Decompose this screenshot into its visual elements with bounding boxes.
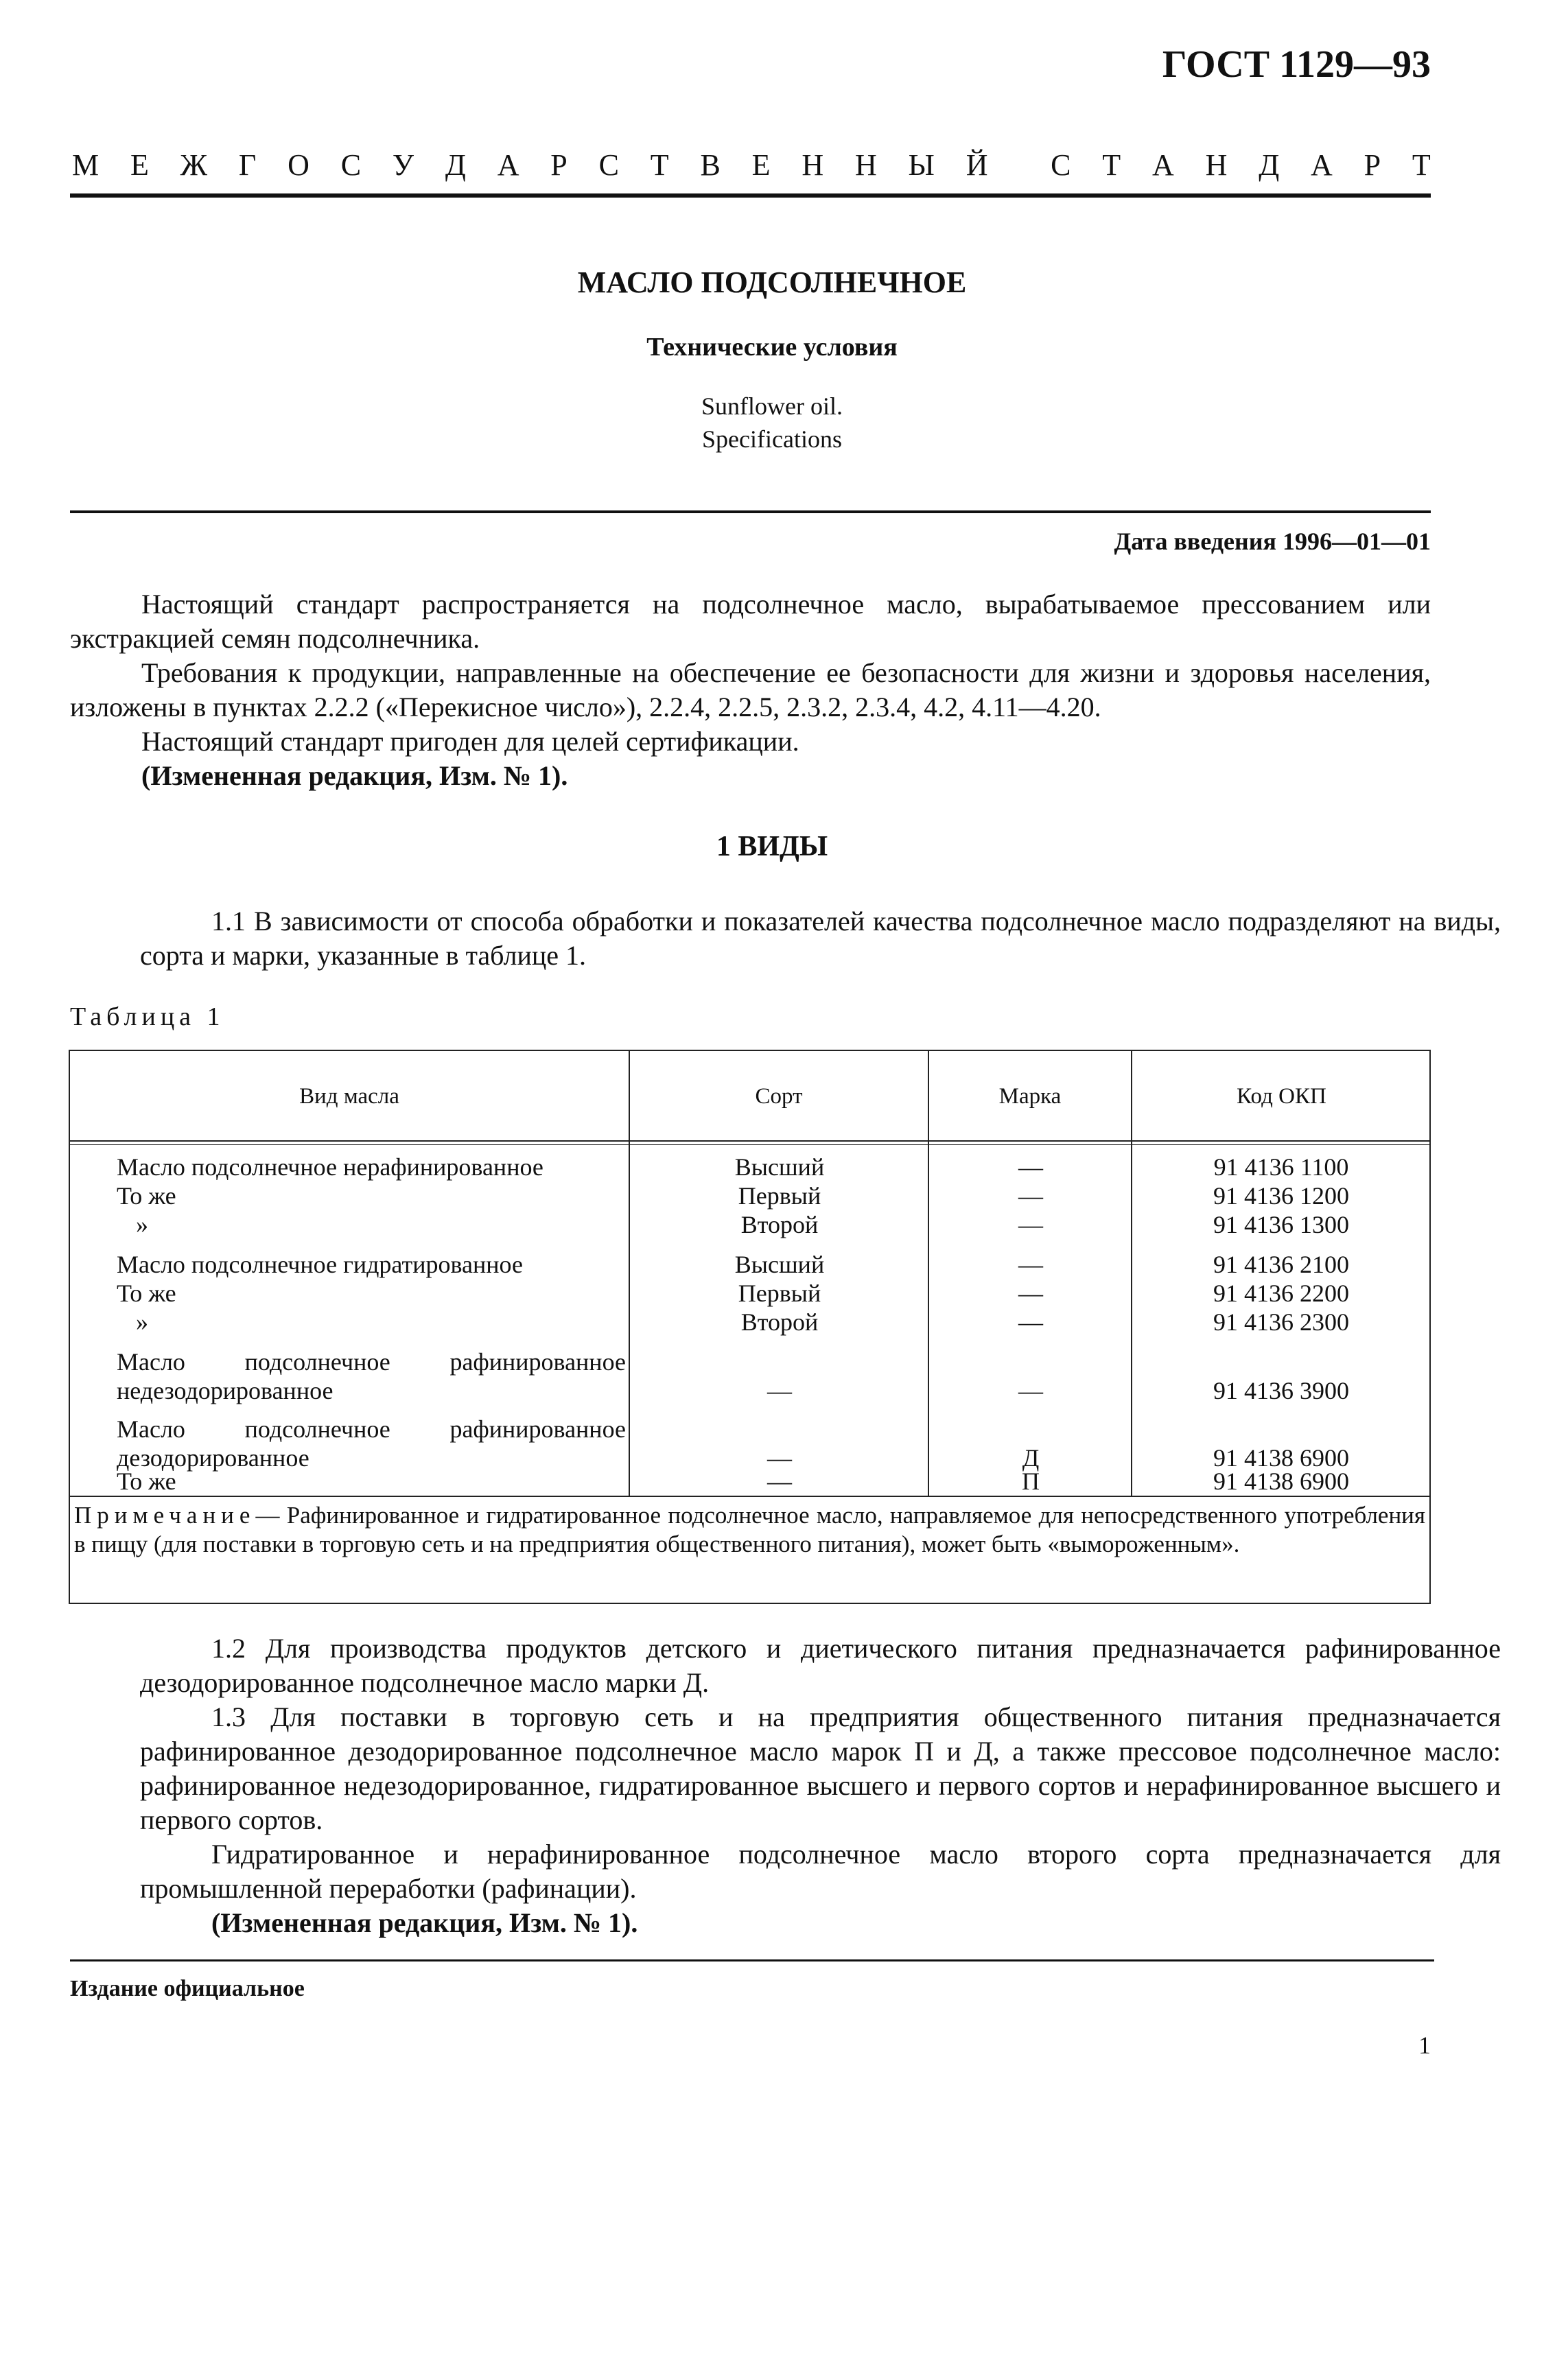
table-cell-code: 91 4136 3900 [1213, 1377, 1349, 1404]
amendment-note: (Измененная редакция, Изм. № 1). [141, 760, 568, 791]
table-cell-grade: — [767, 1377, 792, 1404]
page-number: 1 [1418, 2031, 1431, 2059]
table-cell-kind: Масло подсолнечное рафинированное недезодорированное [117, 1348, 626, 1404]
table-cell-code: 91 4136 2100 [1213, 1251, 1349, 1278]
table-cell-mark: — [1018, 1280, 1043, 1307]
table-header-kind: Вид масла [299, 1083, 399, 1109]
standard-letter: С [340, 148, 362, 182]
table-cell-kind: Масло подсолнечное рафинированное дезодорированное [117, 1415, 626, 1472]
table-cell-kind: То же [117, 1280, 176, 1307]
standard-letter: С [1051, 148, 1071, 182]
standard-letter: В [700, 148, 721, 182]
document-subtitle: Технические условия [646, 333, 898, 362]
official-edition-label: Издание официальное [70, 1976, 305, 2001]
english-title-line: Specifications [702, 425, 842, 453]
table-cell-kind: Масло подсолнечное гидратированное [117, 1251, 523, 1278]
introduction-date: Дата введения 1996—01—01 [1114, 528, 1431, 555]
standard-letter: Р [550, 148, 568, 182]
table-header-rule [70, 1144, 1429, 1145]
table-cell-grade: — [767, 1468, 792, 1495]
table-cell-kind: » [136, 1211, 148, 1238]
table-header-mark: Марка [998, 1083, 1062, 1109]
table-cell-code: 91 4136 1100 [1213, 1153, 1349, 1181]
table-cell-code: 91 4138 6900 [1213, 1468, 1349, 1495]
section-1-1 [0, 904, 1544, 973]
table-cell-grade: Высший [734, 1251, 825, 1278]
table-cell-grade: Первый [738, 1280, 821, 1307]
table-cell-code: 91 4136 2300 [1213, 1308, 1349, 1336]
standard-letter: Н [1205, 148, 1228, 182]
note-label: Примечание [74, 1502, 256, 1529]
table-cell-code: 91 4136 1300 [1213, 1211, 1349, 1238]
table-cell-kind: То же [117, 1182, 176, 1210]
table-cell-mark: Д [1022, 1444, 1040, 1472]
standard-letter: Д [445, 148, 466, 182]
standard-type-heading [72, 148, 1431, 182]
gost-number: ГОСТ 1129—93 [1162, 43, 1431, 86]
table-header-code: Код ОКП [1237, 1083, 1326, 1109]
table-cell-grade: Второй [740, 1308, 819, 1336]
standard-letter: О [288, 148, 309, 182]
intro-paragraph: Требования к продукции, направленные на обеспечение ее безопасности для жизни и здоровья населения, изложены в пунктах 2.2.2 («Перекисное число»), 2.2.4, 2.2.5, 2.3.2, 2.3.4, 4.2, 4.11—4.20. [70, 657, 1431, 722]
standard-letter: Т [1412, 148, 1431, 182]
table-caption: Таблица 1 [70, 1002, 225, 1031]
footer-rule [70, 1959, 1434, 1961]
clause-paragraph: Гидратированное и нерафинированное подсолнечное масло второго сорта предназначается для промышленной переработки (рафинации). [140, 1839, 1501, 1904]
table-cell-mark: — [1018, 1182, 1043, 1210]
table-1 [69, 1050, 1431, 1604]
standard-letter: А [497, 148, 519, 182]
standard-letter: Г [238, 148, 257, 182]
intro-paragraph: Настоящий стандарт распространяется на подсолнечное масло, вырабатываемое прессованием или экстракцией семян подсолнечника. [70, 589, 1431, 654]
table-cell-mark: П [1022, 1468, 1040, 1495]
amendment-note: (Измененная редакция, Изм. № 1). [211, 1907, 638, 1938]
standard-letter: Р [1364, 148, 1381, 182]
table-cell-grade: — [767, 1444, 792, 1472]
standard-letter: Т [1102, 148, 1121, 182]
title-rule [70, 510, 1431, 513]
table-cell-mark: — [1018, 1251, 1043, 1278]
standard-letter: М [72, 148, 100, 182]
standard-letter: Ы [908, 148, 935, 182]
note-text: — Рафинированное и гидратированное подсолнечное масло, направляемое для непосредственного употребления в пищу (для поставки в торговую сеть и на предприятия общественного питания), может быть «вымороженным». [74, 1502, 1425, 1557]
table-cell-mark: — [1018, 1153, 1043, 1181]
table-cell-grade: Первый [738, 1182, 821, 1210]
clause-1-1: 1.1 В зависимости от способа обработки и показателей качества подсолнечное масло подразделяют на виды, сорта и марки, указанные в таблице 1. [140, 906, 1501, 971]
standard-letter: Т [650, 148, 669, 182]
standard-letter: Й [966, 148, 988, 182]
table-cell-grade: Высший [734, 1153, 825, 1181]
english-title-line: Sunflower oil. [701, 392, 843, 420]
table-cell-grade: Второй [740, 1211, 819, 1238]
table-cell-code: 91 4136 2200 [1213, 1280, 1349, 1307]
standard-letter: Е [130, 148, 149, 182]
standard-letter: Д [1259, 148, 1280, 182]
standard-letter: А [1311, 148, 1333, 182]
table-note-rule [70, 1496, 1429, 1497]
clause-1-2: 1.2 Для производства продуктов детского и диетического питания предназначается рафинированное дезодорированное подсолнечное масло марки Д. [140, 1633, 1501, 1698]
table-cell-mark: — [1018, 1211, 1043, 1238]
standard-letter: Ж [180, 148, 208, 182]
table-cell-mark: — [1018, 1377, 1043, 1404]
table-cell-code: 91 4136 1200 [1213, 1182, 1349, 1210]
standard-letter: Н [802, 148, 824, 182]
table-header-grade: Сорт [755, 1083, 803, 1109]
standard-letter: А [1152, 148, 1174, 182]
section-heading: 1 ВИДЫ [716, 831, 828, 862]
clause-1-3: 1.3 Для поставки в торговую сеть и на предприятия общественного питания предназначается рафинированное дезодорированное подсолнечное масло марок П и Д, а также прессовое подсолнечное масло: рафинированное недезодорированное, гидратированное высшего и первого сортов и нерафинированное высшего и первого сортов. [140, 1701, 1501, 1835]
intro-paragraph: Настоящий стандарт пригоден для целей сертификации. [141, 726, 799, 757]
table-cell-kind: То же [117, 1468, 176, 1495]
document-title: МАСЛО ПОДСОЛНЕЧНОЕ [577, 266, 967, 299]
english-title [0, 390, 1544, 456]
intro-block [0, 587, 1544, 793]
standard-letter: Е [751, 148, 771, 182]
standard-letter: Н [854, 148, 877, 182]
section-1-continued [0, 1631, 1544, 1940]
standard-letter: С [598, 148, 619, 182]
standard-letter: У [392, 148, 414, 182]
table-cell-kind: Масло подсолнечное нерафинированное [117, 1153, 543, 1181]
table-cell-code: 91 4138 6900 [1213, 1444, 1349, 1472]
table-cell-mark: — [1018, 1308, 1043, 1336]
table-note [74, 1501, 1425, 1559]
table-cell-kind: » [136, 1308, 148, 1336]
header-rule [70, 193, 1431, 198]
